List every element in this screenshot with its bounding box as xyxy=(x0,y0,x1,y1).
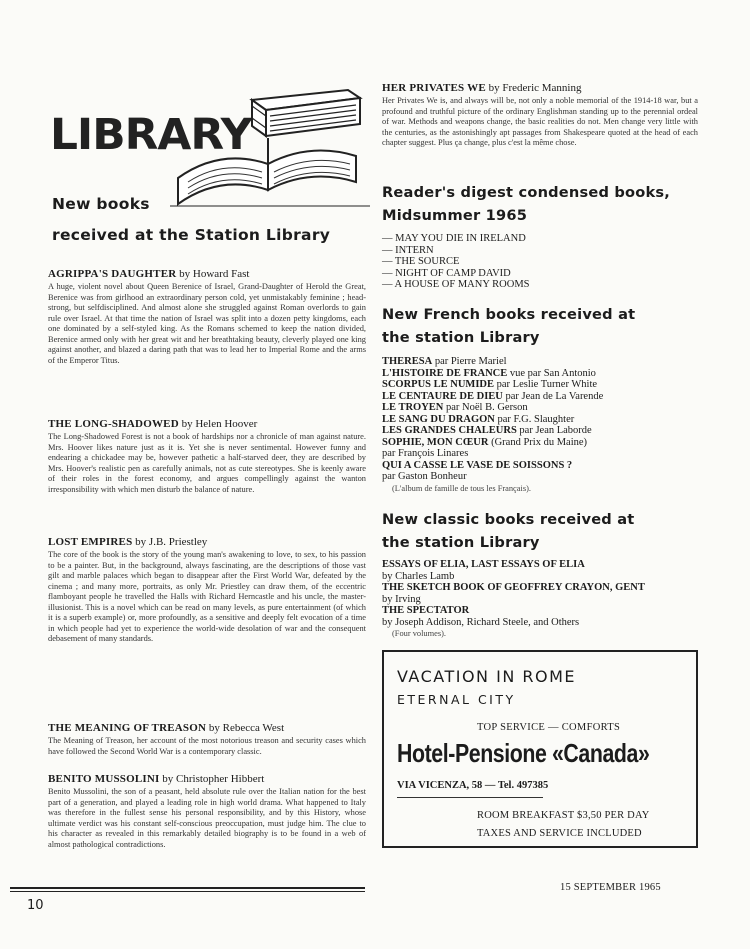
book-title: THERESA xyxy=(382,356,433,367)
classic-books-heading-1: New classic books received at xyxy=(382,511,635,528)
list-item xyxy=(382,379,603,391)
book-entry xyxy=(382,82,698,149)
book-author: by J.B. Priestley xyxy=(135,536,208,548)
book-author: par F.G. Slaughter xyxy=(497,413,575,425)
book-description: Her Privates We is, and always will be, not only a noble memorial of the 1914-18 war, but a profound and truthful picture of the ordinary Englishman standing up to the perennial ordeal of war. Methods and weapons change, the basic realities do not. Men change very little with the centuries, as the astonishingly apt passages from Shakespeare quoted at the head of each chapter suggest. Plus ça change, plus c'est la même chose. xyxy=(382,96,698,147)
book-title: BENITO MUSSOLINI xyxy=(48,773,160,785)
list-item xyxy=(382,559,645,571)
book-author: by Frederic Manning xyxy=(488,82,582,94)
book-description: A huge, violent novel about Queen Berenice of Israel, Grand-Daughter of Herold the Great, Berenice was from girlhood an extraordinary person cold, yet unmistakably feminine ; head-strong, but selfdisciplined. And almost alone she struggled against Roman overlords to gain rule over Israel. At that time the nation of Israel was split into a dozen petty kingdoms, each one dominated by a self-styled king. As the Romans schemed to keep the nation divided, Berenice armed only with her great wit and her breathtaking beauty, cleverly played one king against another, and blazed a daring path that was to lead her to Imperial Rome and the arms of the Emperor Titus. xyxy=(48,282,366,365)
book-author: by Rebecca West xyxy=(208,722,285,734)
book-entry xyxy=(48,268,366,366)
list-item xyxy=(382,425,603,437)
ad-divider xyxy=(397,797,543,798)
book-title: AGRIPPA'S DAUGHTER xyxy=(48,268,177,280)
list-item xyxy=(382,402,603,414)
book-title: THE MEANING OF TREASON xyxy=(48,722,207,734)
french-books-list xyxy=(382,356,603,494)
book-author: par Jean Laborde xyxy=(519,425,592,436)
book-entry xyxy=(48,773,366,850)
list-item xyxy=(382,368,603,380)
readers-digest-heading-2: Midsummer 1965 xyxy=(382,207,528,224)
list-item: — INTERN xyxy=(382,244,434,256)
page-number: 10 xyxy=(27,898,44,913)
ad-taxes-line: TAXES AND SERVICE INCLUDED xyxy=(477,828,642,839)
hotel-advertisement xyxy=(382,650,698,848)
subtitle-line-2: received at the Station Library xyxy=(52,226,331,244)
book-author: par Gaston Bonheur xyxy=(382,471,467,482)
list-item xyxy=(382,605,645,617)
book-author: par Leslie Turner White xyxy=(496,379,598,390)
book-title: ESSAYS OF ELIA, LAST ESSAYS OF ELIA xyxy=(382,559,585,570)
ad-hotel-name: Hotel-Pensione «Canada» xyxy=(397,738,650,768)
readers-digest-list xyxy=(382,233,530,291)
book-title: SOPHIE, MON CŒUR xyxy=(382,436,489,448)
list-item xyxy=(382,437,603,449)
readers-digest-heading-1: Reader's digest condensed books, xyxy=(382,184,671,201)
book-author: by Helen Hoover xyxy=(181,418,258,430)
book-title: LE SANG DU DRAGON xyxy=(382,413,495,425)
list-item xyxy=(382,460,603,472)
book-title: QUI A CASSE LE VASE DE SOISSONS ? xyxy=(382,459,573,471)
book-author: vue par San Antonio xyxy=(509,367,596,379)
list-item xyxy=(382,391,603,403)
book-author: par Noël B. Gerson xyxy=(446,402,528,413)
subtitle-line-1: New books xyxy=(52,195,150,213)
book-note: (Four volumes). xyxy=(392,629,446,638)
ad-service-line: TOP SERVICE — COMFORTS xyxy=(477,722,621,733)
book-author: by Howard Fast xyxy=(179,268,250,280)
ad-headline: VACATION IN ROME xyxy=(397,667,576,686)
classic-books-list xyxy=(382,559,645,640)
classic-books-heading-2: the station Library xyxy=(382,534,540,551)
book-note: (L'album de famille de tous les Français). xyxy=(392,483,531,493)
list-item: — MAY YOU DIE IN IRELAND xyxy=(382,233,526,244)
book-entry xyxy=(48,536,366,645)
list-item xyxy=(382,582,645,594)
library-title: LIBRARY xyxy=(50,110,252,160)
book-title: SCORPUS LE NUMIDE xyxy=(382,379,495,390)
book-author: par Jean de La Varende xyxy=(505,390,604,402)
book-entry xyxy=(48,418,366,495)
book-entry xyxy=(48,722,366,757)
book-title: THE SPECTATOR xyxy=(382,605,470,616)
issue-date: 15 SEPTEMBER 1965 xyxy=(560,882,661,893)
book-title: HER PRIVATES WE xyxy=(382,82,486,94)
french-books-heading-1: New French books received at xyxy=(382,306,636,323)
book-author: by Christopher Hibbert xyxy=(162,773,265,785)
book-note: (Grand Prix du Maine) xyxy=(491,436,588,448)
book-description: The Long-Shadowed Forest is not a book of hardships nor a chronicle of man against nature. Mrs. Hoover likes nature just as it is. Yet she is never sentimental. However funny and endearing a chickadee may be, however pathetic a half-starved deer, they are described by Mrs. Hoover's realistic pen as carefully animals, not as cute stereotypes. She is keenly aware of their roles in the forest economy, and argues compellingly against the wanton irresponsibility with which men disturb the balance of nature. xyxy=(48,432,366,494)
book-title: LE TROYEN xyxy=(382,402,444,413)
book-title: L'HISTOIRE DE FRANCE xyxy=(382,367,508,379)
book-description: The core of the book is the story of the young man's awakening to love, to sex, to his passion to be a painter. But, in the background, always fascinating, are the descriptions of those vast gilt and marble palaces which began to disappear after the First World War, defeated by the cinema ; and many more, portraits, as only Mr. Priestley can draw them, of the eccentric flamboyant people he travelled the Halls with Richard Herncastle and his uncle, the master-illusionist. This is a novel which can be read on many levels, as pure entertainment (of which it is a superb example) or, more profoundly, as a sensitive and deeply felt evocation of a time in which people had yet to experience the world-wide desolation of war and the consequent debasement of many standards. xyxy=(48,550,366,643)
book-description: Benito Mussolini, the son of a peasant, held absolute rule over the Italian nation for the best part of a generation, and played a leading role in high world drama. What happened to Italy was therefore in the fullest sense his personal responsibility, and by this History, whose ultimate verdict was his constant self-conscious preoccupation, must judge him. The clue to his character as revealed in this remarkably detailed biography is to be found in a web of almost pathological contradictions. xyxy=(48,787,366,849)
french-books-heading-2: the station Library xyxy=(382,329,540,346)
footer-divider xyxy=(10,887,365,889)
book-author: par François Linares xyxy=(382,448,469,459)
book-title: LOST EMPIRES xyxy=(48,536,133,548)
list-item xyxy=(382,356,603,368)
book-title: LES GRANDES CHALEURS xyxy=(382,425,517,436)
book-title: THE SKETCH BOOK OF GEOFFREY CRAYON, GENT xyxy=(382,582,645,593)
book-author: by Irving xyxy=(382,593,421,605)
book-title: THE LONG-SHADOWED xyxy=(48,418,179,430)
book-title: LE CENTAURE DE DIEU xyxy=(382,390,503,402)
book-author: by Joseph Addison, Richard Steele, and Others xyxy=(382,616,580,628)
ad-price-line: ROOM BREAKFAST $3,50 PER DAY xyxy=(477,810,650,821)
book-author: by Charles Lamb xyxy=(382,570,455,582)
list-item: — A HOUSE OF MANY ROOMS xyxy=(382,279,530,290)
list-item: — THE SOURCE xyxy=(382,256,460,267)
list-item: — NIGHT OF CAMP DAVID xyxy=(382,267,511,279)
list-item xyxy=(382,414,603,426)
ad-address: VIA VICENZA, 58 — Tel. 497385 xyxy=(397,780,549,791)
book-description: The Meaning of Treason, her account of the most notorious treason and security cases which have followed the Second World War is a contemporary classic. xyxy=(48,736,366,756)
book-author: par Pierre Mariel xyxy=(434,356,507,367)
ad-subheadline: ETERNAL CITY xyxy=(397,692,516,707)
footer-divider xyxy=(10,891,365,892)
